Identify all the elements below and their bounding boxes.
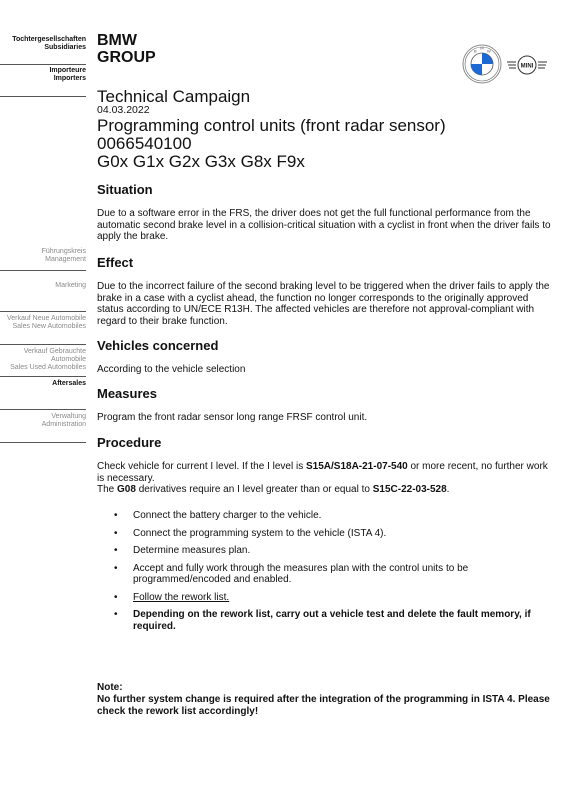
campaign-title: Programming control units (front radar sensor): [97, 116, 446, 135]
step-text: Depending on the rework list, carry out a vehicle test and delete the fault memory, if required.: [133, 609, 531, 632]
sidebar-sales-used-de-1: Verkauf Gebrauchte: [23, 348, 86, 355]
sidebar-divider: [0, 409, 86, 410]
measures-heading: Measures: [97, 386, 157, 401]
i-level-value: S15A/S18A-21-07-540: [305, 461, 408, 472]
brand-line-1: BMW: [97, 32, 137, 49]
sidebar-management-de: Führungskreis: [41, 248, 86, 255]
mini-logo-icon: [507, 56, 547, 74]
procedure-text: or more recent, no further work is necessary.: [97, 461, 548, 484]
brand-wordmark: [97, 32, 156, 66]
sidebar-sales-new: [0, 315, 86, 331]
procedure-text: .: [446, 484, 450, 495]
sidebar-sales-new-en: Sales New Automobiles: [12, 323, 86, 330]
sidebar-sales-used: [0, 348, 86, 372]
bullet-icon: •: [114, 545, 118, 556]
procedure-step: [97, 528, 547, 540]
step-text: Determine measures plan.: [133, 545, 251, 556]
sidebar-divider: [0, 442, 86, 443]
sidebar-administration-en: Administration: [41, 421, 86, 428]
step-text: Connect the programming system to the vehicle (ISTA 4).: [133, 527, 387, 539]
campaign-number: 0066540100: [97, 134, 192, 153]
bmw-letter: W: [487, 48, 491, 54]
procedure-paragraph: [97, 461, 557, 496]
procedure-text: derivatives require an I level greater than or equal to: [135, 484, 373, 495]
bmw-letter: B: [474, 48, 477, 54]
bullet-icon: •: [114, 609, 118, 620]
situation-text: Due to a software error in the FRS, the driver does not get the full functional performance from the automatic second brake level in a collision-critical situation with a cyclist in front when the driver fails to apply the brake.: [97, 208, 551, 242]
procedure-steps: [97, 510, 547, 638]
i-level-value: S15C-22-03-528: [372, 484, 447, 495]
sidebar-administration-de: Verwaltung: [51, 413, 86, 420]
situation-heading: Situation: [97, 182, 153, 197]
sidebar-subsidiaries-de: Tochtergesellschaften: [12, 36, 86, 43]
procedure-step: [97, 545, 547, 557]
mini-logo-text: MINI: [520, 63, 534, 70]
sidebar-divider: [0, 270, 86, 271]
procedure-heading: Procedure: [97, 435, 162, 450]
sidebar-importers-en: Importers: [53, 75, 86, 82]
vehicles-heading: Vehicles concerned: [97, 338, 219, 353]
bullet-icon: •: [114, 527, 118, 539]
sidebar-subsidiaries-en: Subsidiaries: [44, 44, 86, 51]
sidebar-management-en: Management: [45, 256, 86, 263]
brand-line-2: GROUP: [97, 49, 156, 66]
step-text: Connect the battery charger to the vehicle.: [133, 510, 322, 521]
vehicles-text: According to the vehicle selection: [97, 364, 246, 375]
bullet-icon: •: [114, 562, 118, 574]
procedure-text: Check vehicle for current I level. If the I level is: [97, 461, 306, 472]
step-text: Accept and fully work through the measures plan with the control units to be programmed/encoded and enabled.: [133, 562, 469, 585]
procedure-text: The: [97, 484, 118, 495]
effect-heading: Effect: [97, 255, 134, 270]
sidebar-divider: [0, 96, 86, 97]
effect-text: Due to the incorrect failure of the second braking level to be triggered when the driver fails to apply the brake in a case with a cyclist ahead, the function no longer corresponds to the originally approved status according to UN/ECE R13H. The affected vehicles are therefore not approval-compliant with regard to their brake function.: [97, 281, 550, 327]
brand-logos: [462, 44, 554, 84]
campaign-series: G0x G1x G2x G3x G8x F9x: [97, 152, 305, 171]
sidebar-divider: [0, 376, 86, 377]
bullet-icon: •: [114, 591, 118, 603]
bmw-letter: M: [480, 45, 484, 51]
sidebar-sales-used-de-2: Automobile: [50, 356, 86, 363]
sidebar-divider: [0, 64, 86, 65]
measures-text: Program the front radar sensor long range FRSF control unit.: [97, 412, 368, 423]
sidebar-importers: [0, 67, 86, 83]
note-text: No further system change is required after the integration of the programming in ISTA 4. Please check the rework list accordingly!: [97, 694, 550, 717]
procedure-step: [97, 592, 547, 604]
campaign-type: Technical Campaign: [97, 87, 251, 106]
sidebar-marketing: Marketing: [55, 282, 86, 289]
sidebar-sales-new-de: Verkauf Neue Automobile: [7, 315, 86, 322]
campaign-date: 04.03.2022: [97, 104, 150, 116]
sidebar-administration: [0, 413, 86, 429]
sidebar-subsidiaries: [0, 36, 86, 52]
bullet-icon: •: [114, 510, 118, 521]
sidebar-importers-de: Importeure: [49, 67, 86, 74]
procedure-step: [97, 609, 547, 632]
sidebar-aftersales: Aftersales: [52, 380, 86, 387]
rework-list-link[interactable]: Follow the rework list.: [133, 591, 230, 603]
sidebar-divider: [0, 344, 86, 345]
sidebar-divider: [0, 311, 86, 312]
sidebar-sales-used-en: Sales Used Automobiles: [10, 364, 86, 371]
note-label: Note:: [97, 682, 123, 693]
bmw-roundel-icon: [463, 45, 501, 83]
sidebar-management: [0, 248, 86, 264]
procedure-step: [97, 510, 547, 522]
procedure-step: [97, 563, 547, 586]
model-code: G08: [117, 484, 136, 495]
